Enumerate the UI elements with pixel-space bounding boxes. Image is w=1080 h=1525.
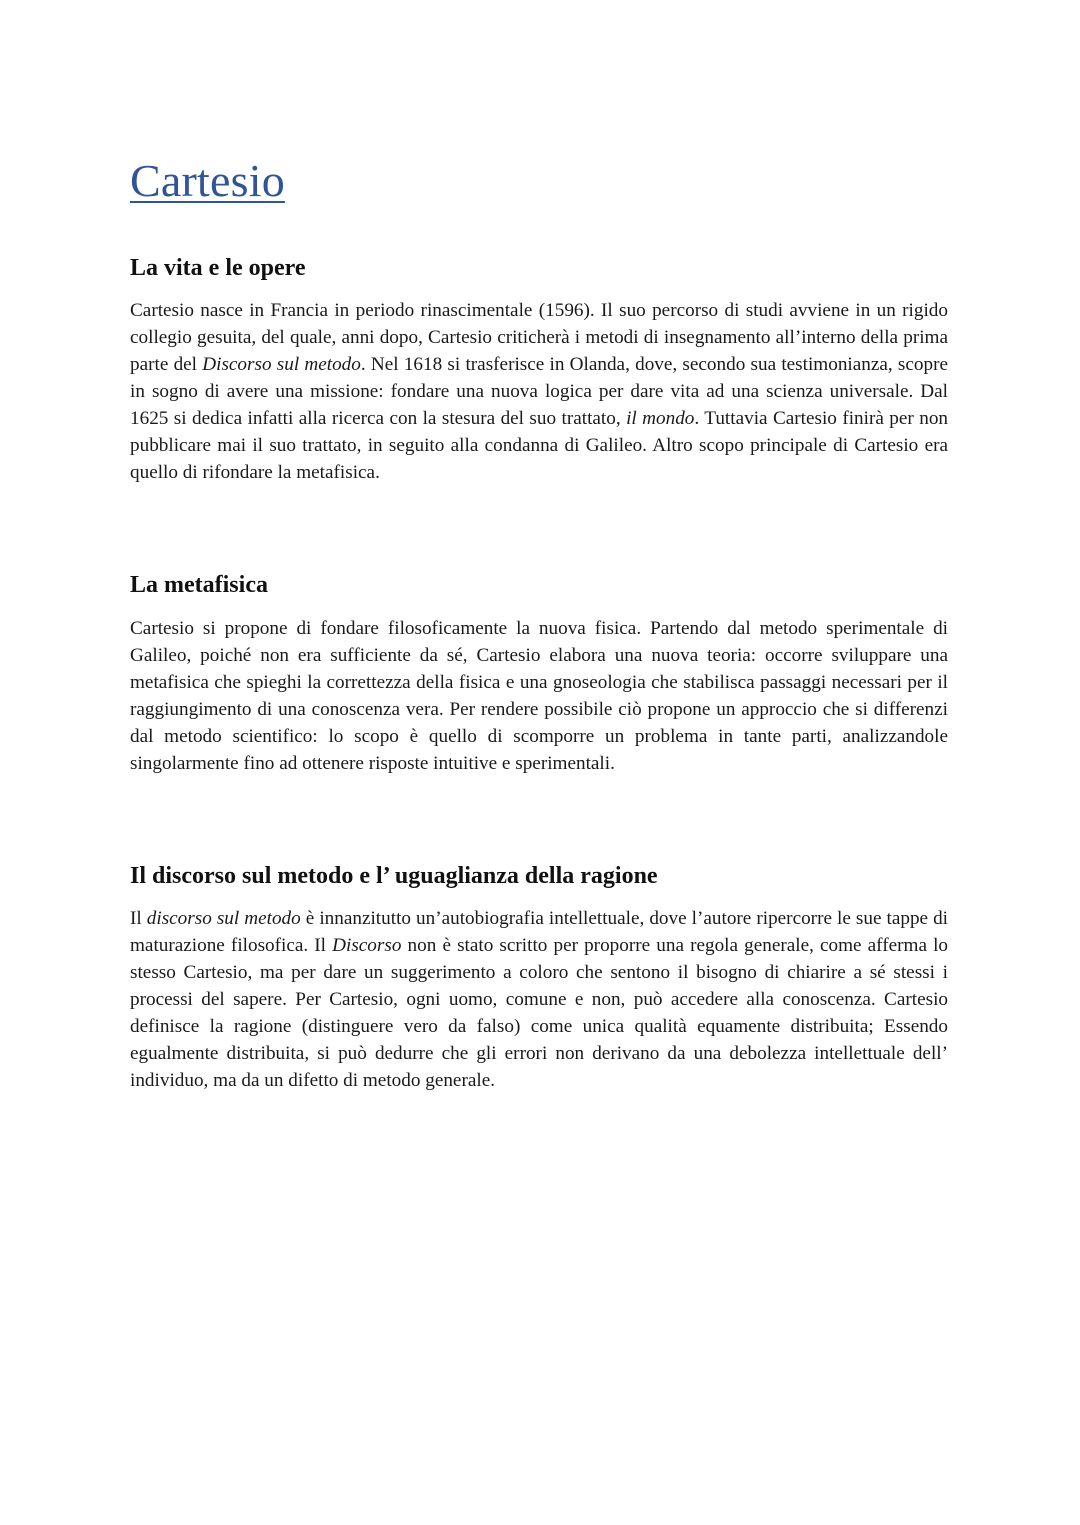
document-title: Cartesio xyxy=(130,155,285,206)
section-heading-discorso-metodo: Il discorso sul metodo e l’ uguaglianza della ragione xyxy=(130,863,658,889)
paragraph-text: Il xyxy=(130,908,147,929)
paragraph-text: non è stato scritto per proporre una regola generale, come afferma lo stesso Cartesio, ma per dare un suggerimento a coloro che sentono il bisogno di chiarire a sé stessi i processi del sapere. Per Cartesio, ogni uomo, comune e non, può accedere alla conoscenza. Cartesio definisce la ragione (distinguere vero da falso) come unica qualità equamente distribuita; Essendo egualmente distribuita, si può dedurre che gli errori non derivano da una debolezza intellettuale dell’ individuo, ma da un difetto di metodo generale. xyxy=(130,935,948,1091)
treatise-title-italic: il mondo xyxy=(626,408,695,429)
section-paragraph-vita-opere xyxy=(130,297,948,486)
book-title-italic: discorso sul metodo xyxy=(146,908,301,929)
paragraph-text: Cartesio nasce in Francia in periodo rinascimentale (1596). Il suo percorso di studi avviene in un rigido collegio gesuita, del quale, anni dopo, Cartesio criticherà i metodi di insegnamento all’interno della prima parte del xyxy=(130,300,948,375)
section-paragraph-metafisica: Cartesio si propone di fondare filosoficamente la nuova fisica. Partendo dal metodo sperimentale di Galileo, poiché non era sufficiente da sé, Cartesio elabora una nuova teoria: occorre sviluppare una metafisica che spieghi la correttezza della fisica e una gnoseologia che stabilisca passaggi necessari per il raggiungimento di una conoscenza vera. Per rendere possibile ciò propone un approccio che si differenzi dal metodo scientifico: lo scopo è quello di scomporre un problema in tante parti, analizzandole singolarmente fino ad ottenere risposte intuitive e sperimentali. xyxy=(130,618,948,774)
paragraph-text: . Tuttavia Cartesio finirà per non pubblicare mai il suo trattato, in seguito alla condanna di Galileo. Altro scopo principale di Cartesio era quello di rifondare la metafisica. xyxy=(130,408,949,483)
section-paragraph-discorso-metodo xyxy=(130,905,948,1094)
book-title-italic: Discorso sul metodo xyxy=(202,354,361,375)
section-heading-metafisica: La metafisica xyxy=(130,572,268,598)
document-page xyxy=(130,150,949,1091)
book-title-italic: Discorso xyxy=(332,935,402,956)
paragraph-text: . Nel 1618 si trasferisce in Olanda, dove, secondo sua testimonianza, scopre in sogno di avere una missione: fondare una nuova logica per dare vita ad una scienza universale. Dal 1625 si dedica infatti alla ricerca con la stesura del suo trattato, xyxy=(130,354,948,429)
section-heading-vita-opere: La vita e le opere xyxy=(130,255,306,281)
paragraph-text: è innanzitutto un’autobiografia intellettuale, dove l’autore ripercorre le sue tappe di maturazione filosofica. Il xyxy=(130,908,949,956)
